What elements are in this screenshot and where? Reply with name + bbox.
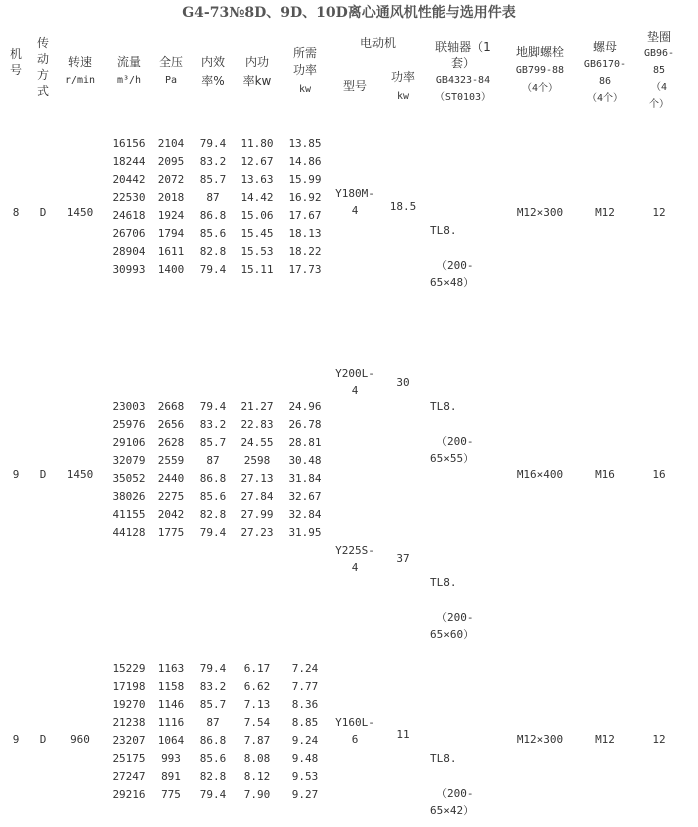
speed: 1450 bbox=[66, 206, 94, 219]
motor-power: 18.5 bbox=[389, 200, 417, 213]
header-coupling: 联轴器（1 bbox=[435, 40, 491, 54]
internal-power-cell: 8.12 bbox=[243, 770, 271, 783]
header-coupling-standard: GB4323-84 bbox=[435, 75, 491, 86]
internal-power-cell: 7.87 bbox=[243, 734, 271, 747]
internal-power-cell: 7.54 bbox=[243, 716, 271, 729]
header-anchor-bolt-qty: （4个） bbox=[521, 83, 559, 94]
header-required-power: 所需 bbox=[292, 46, 317, 60]
flow-cell: 19270 bbox=[112, 698, 146, 711]
header-motor-power: 功率 bbox=[390, 70, 415, 84]
header-nut: 螺母 bbox=[592, 40, 617, 54]
efficiency-cell: 79.4 bbox=[199, 662, 227, 675]
internal-power-cell: 15.45 bbox=[240, 227, 274, 240]
internal-power-cell: 7.90 bbox=[243, 788, 271, 801]
flow-cell: 26706 bbox=[112, 227, 146, 240]
header-required-power-unit: kw bbox=[298, 84, 312, 95]
header-nut-standard: 86 bbox=[598, 76, 612, 87]
pressure-cell: 2656 bbox=[157, 418, 185, 431]
internal-power-cell: 15.06 bbox=[240, 209, 274, 222]
internal-power-cell: 24.55 bbox=[240, 436, 274, 449]
motor-model: Y180M- bbox=[335, 187, 375, 200]
header-drive-mode: 式 bbox=[36, 84, 49, 98]
flow-cell: 16156 bbox=[112, 137, 146, 150]
drive-mode: D bbox=[39, 206, 47, 219]
required-power-cell: 13.85 bbox=[288, 137, 322, 150]
washer: 12 bbox=[652, 733, 666, 746]
internal-power-cell: 22.83 bbox=[240, 418, 274, 431]
internal-power-cell: 8.08 bbox=[243, 752, 271, 765]
header-internal-power: 内功 bbox=[244, 55, 269, 69]
efficiency-cell: 79.4 bbox=[199, 263, 227, 276]
coupling-type: TL8. bbox=[430, 752, 457, 765]
flow-cell: 44128 bbox=[112, 526, 146, 539]
header-washer-qty: （4 bbox=[650, 82, 668, 93]
pressure-cell: 2440 bbox=[157, 472, 185, 485]
header-washer-qty: 个） bbox=[649, 99, 669, 110]
header-nut-qty: （4个） bbox=[586, 93, 624, 104]
internal-power-cell: 7.13 bbox=[243, 698, 271, 711]
required-power-cell: 18.22 bbox=[288, 245, 322, 258]
required-power-cell: 7.77 bbox=[291, 680, 319, 693]
required-power-cell: 32.67 bbox=[288, 490, 322, 503]
flow-cell: 29216 bbox=[112, 788, 146, 801]
efficiency-cell: 86.8 bbox=[199, 472, 227, 485]
header-anchor-bolt: 地脚螺栓 bbox=[515, 45, 564, 59]
pressure-cell: 2275 bbox=[157, 490, 185, 503]
header-total-pressure: 全压 bbox=[158, 55, 183, 69]
pressure-cell: 1064 bbox=[157, 734, 185, 747]
coupling-size: （200- bbox=[436, 787, 474, 800]
flow-cell: 23207 bbox=[112, 734, 146, 747]
header-machine-no: 号 bbox=[9, 63, 22, 77]
pressure-cell: 891 bbox=[161, 770, 181, 783]
flow-cell: 22530 bbox=[112, 191, 146, 204]
anchor-bolt: M16×400 bbox=[516, 468, 564, 481]
speed: 960 bbox=[70, 733, 90, 746]
flow-cell: 27247 bbox=[112, 770, 146, 783]
flow-cell: 35052 bbox=[112, 472, 146, 485]
internal-power-cell: 27.23 bbox=[240, 526, 274, 539]
flow-cell: 29106 bbox=[112, 436, 146, 449]
pressure-cell: 1794 bbox=[157, 227, 185, 240]
efficiency-cell: 86.8 bbox=[199, 734, 227, 747]
efficiency-cell: 85.7 bbox=[199, 173, 227, 186]
required-power-cell: 9.24 bbox=[291, 734, 319, 747]
nut: M12 bbox=[595, 206, 615, 219]
pressure-cell: 1116 bbox=[157, 716, 185, 729]
coupling-type: TL8. bbox=[430, 576, 457, 589]
required-power-cell: 17.67 bbox=[288, 209, 322, 222]
pressure-cell: 993 bbox=[161, 752, 181, 765]
header-required-power: 功率 bbox=[292, 63, 317, 77]
coupling-size: 65×55） bbox=[430, 452, 475, 465]
pressure-cell: 1611 bbox=[157, 245, 185, 258]
internal-power-cell: 2598 bbox=[243, 454, 271, 467]
flow-cell: 30993 bbox=[112, 263, 146, 276]
header-drive-mode: 方 bbox=[36, 68, 49, 82]
required-power-cell: 32.84 bbox=[288, 508, 322, 521]
flow-cell: 25175 bbox=[112, 752, 146, 765]
required-power-cell: 30.48 bbox=[288, 454, 322, 467]
header-nut-standard: GB6170- bbox=[583, 59, 627, 70]
header-internal-efficiency: 内效 bbox=[200, 55, 225, 69]
coupling-size: （200- bbox=[436, 611, 474, 624]
header-flow-unit: m³/h bbox=[116, 75, 142, 86]
efficiency-cell: 85.6 bbox=[199, 752, 227, 765]
pressure-cell: 2668 bbox=[157, 400, 185, 413]
motor-model: 6 bbox=[351, 733, 359, 746]
anchor-bolt: M12×300 bbox=[516, 206, 564, 219]
coupling-size: 65×48） bbox=[430, 276, 475, 289]
coupling-size: （200- bbox=[436, 435, 474, 448]
header-washer-standard: 85 bbox=[652, 65, 666, 76]
internal-power-cell: 11.80 bbox=[240, 137, 274, 150]
pressure-cell: 1924 bbox=[157, 209, 185, 222]
flow-cell: 41155 bbox=[112, 508, 146, 521]
required-power-cell: 31.84 bbox=[288, 472, 322, 485]
internal-power-cell: 14.42 bbox=[240, 191, 274, 204]
motor-model: Y225S- bbox=[335, 544, 375, 557]
required-power-cell: 8.36 bbox=[291, 698, 319, 711]
header-flow: 流量 bbox=[116, 55, 141, 69]
pressure-cell: 1400 bbox=[157, 263, 185, 276]
header-motor-power-unit: kw bbox=[396, 91, 410, 102]
required-power-cell: 7.24 bbox=[291, 662, 319, 675]
required-power-cell: 26.78 bbox=[288, 418, 322, 431]
header-washer-standard: GB96- bbox=[643, 48, 675, 59]
anchor-bolt: M12×300 bbox=[516, 733, 564, 746]
internal-power-cell: 6.62 bbox=[243, 680, 271, 693]
nut: M16 bbox=[595, 468, 615, 481]
flow-cell: 20442 bbox=[112, 173, 146, 186]
flow-cell: 28904 bbox=[112, 245, 146, 258]
motor-model: Y200L- bbox=[335, 367, 375, 380]
coupling-size: 65×60） bbox=[430, 628, 475, 641]
efficiency-cell: 83.2 bbox=[199, 418, 227, 431]
machine-no: 9 bbox=[12, 468, 20, 481]
efficiency-cell: 82.8 bbox=[199, 508, 227, 521]
pressure-cell: 2018 bbox=[157, 191, 185, 204]
required-power-cell: 8.85 bbox=[291, 716, 319, 729]
efficiency-cell: 85.7 bbox=[199, 698, 227, 711]
coupling-size: （200- bbox=[436, 259, 474, 272]
motor-power: 37 bbox=[396, 552, 410, 565]
motor-power: 30 bbox=[396, 376, 410, 389]
pressure-cell: 1158 bbox=[157, 680, 185, 693]
header-drive-mode: 动 bbox=[36, 52, 49, 66]
internal-power-cell: 13.63 bbox=[240, 173, 274, 186]
pressure-cell: 2559 bbox=[157, 454, 185, 467]
efficiency-cell: 86.8 bbox=[199, 209, 227, 222]
motor-model: 4 bbox=[351, 204, 359, 217]
efficiency-cell: 85.6 bbox=[199, 490, 227, 503]
flow-cell: 23003 bbox=[112, 400, 146, 413]
efficiency-cell: 79.4 bbox=[199, 137, 227, 150]
speed: 1450 bbox=[66, 468, 94, 481]
pressure-cell: 2628 bbox=[157, 436, 185, 449]
required-power-cell: 24.96 bbox=[288, 400, 322, 413]
washer: 16 bbox=[652, 468, 666, 481]
header-anchor-bolt-standard: GB799-88 bbox=[515, 65, 565, 76]
efficiency-cell: 85.7 bbox=[199, 436, 227, 449]
efficiency-cell: 87 bbox=[206, 716, 220, 729]
flow-cell: 24618 bbox=[112, 209, 146, 222]
drive-mode: D bbox=[39, 468, 47, 481]
flow-cell: 17198 bbox=[112, 680, 146, 693]
internal-power-cell: 15.53 bbox=[240, 245, 274, 258]
pressure-cell: 2072 bbox=[157, 173, 185, 186]
pressure-cell: 1775 bbox=[157, 526, 185, 539]
internal-power-cell: 15.11 bbox=[240, 263, 274, 276]
internal-power-cell: 27.13 bbox=[240, 472, 274, 485]
efficiency-cell: 82.8 bbox=[199, 245, 227, 258]
required-power-cell: 9.48 bbox=[291, 752, 319, 765]
internal-power-cell: 27.99 bbox=[240, 508, 274, 521]
page-title: G4-73№8D、9D、10D离心通风机性能与选用件表 bbox=[182, 5, 516, 21]
required-power-cell: 28.81 bbox=[288, 436, 322, 449]
coupling-type: TL8. bbox=[430, 224, 457, 237]
drive-mode: D bbox=[39, 733, 47, 746]
machine-no: 9 bbox=[12, 733, 20, 746]
header-speed: 转速 bbox=[67, 55, 92, 69]
efficiency-cell: 82.8 bbox=[199, 770, 227, 783]
required-power-cell: 9.27 bbox=[291, 788, 319, 801]
required-power-cell: 14.86 bbox=[288, 155, 322, 168]
efficiency-cell: 83.2 bbox=[199, 155, 227, 168]
flow-cell: 25976 bbox=[112, 418, 146, 431]
required-power-cell: 18.13 bbox=[288, 227, 322, 240]
flow-cell: 32079 bbox=[112, 454, 146, 467]
pressure-cell: 1163 bbox=[157, 662, 185, 675]
washer: 12 bbox=[652, 206, 666, 219]
efficiency-cell: 85.6 bbox=[199, 227, 227, 240]
required-power-cell: 17.73 bbox=[288, 263, 322, 276]
required-power-cell: 15.99 bbox=[288, 173, 322, 186]
flow-cell: 21238 bbox=[112, 716, 146, 729]
pressure-cell: 1146 bbox=[157, 698, 185, 711]
header-drive-mode: 传 bbox=[36, 36, 49, 50]
internal-power-cell: 21.27 bbox=[240, 400, 274, 413]
header-internal-power-unit: 率kw bbox=[242, 74, 272, 88]
efficiency-cell: 83.2 bbox=[199, 680, 227, 693]
header-coupling-code: （ST0103） bbox=[434, 92, 492, 103]
required-power-cell: 9.53 bbox=[291, 770, 319, 783]
pressure-cell: 2042 bbox=[157, 508, 185, 521]
header-coupling: 套） bbox=[450, 56, 475, 70]
internal-power-cell: 12.67 bbox=[240, 155, 274, 168]
pressure-cell: 775 bbox=[161, 788, 181, 801]
motor-model: Y160L- bbox=[335, 716, 375, 729]
efficiency-cell: 79.4 bbox=[199, 400, 227, 413]
motor-power: 11 bbox=[396, 728, 410, 741]
header-motor-model: 型号 bbox=[342, 79, 367, 93]
header-washer: 垫圈 bbox=[646, 30, 671, 44]
header-machine-no: 机 bbox=[9, 47, 22, 61]
nut: M12 bbox=[595, 733, 615, 746]
header-total-pressure-unit: Pa bbox=[164, 75, 178, 86]
header-speed-unit: r/min bbox=[64, 75, 96, 86]
flow-cell: 18244 bbox=[112, 155, 146, 168]
pressure-cell: 2104 bbox=[157, 137, 185, 150]
required-power-cell: 16.92 bbox=[288, 191, 322, 204]
motor-model: 4 bbox=[351, 561, 359, 574]
header-motor: 电动机 bbox=[359, 36, 396, 50]
efficiency-cell: 79.4 bbox=[199, 526, 227, 539]
coupling-type: TL8. bbox=[430, 400, 457, 413]
internal-power-cell: 6.17 bbox=[243, 662, 271, 675]
internal-power-cell: 27.84 bbox=[240, 490, 274, 503]
coupling-size: 65×42） bbox=[430, 804, 475, 817]
flow-cell: 38026 bbox=[112, 490, 146, 503]
efficiency-cell: 87 bbox=[206, 454, 220, 467]
machine-no: 8 bbox=[12, 206, 20, 219]
pressure-cell: 2095 bbox=[157, 155, 185, 168]
efficiency-cell: 87 bbox=[206, 191, 220, 204]
efficiency-cell: 79.4 bbox=[199, 788, 227, 801]
required-power-cell: 31.95 bbox=[288, 526, 322, 539]
motor-model: 4 bbox=[351, 384, 359, 397]
flow-cell: 15229 bbox=[112, 662, 146, 675]
header-internal-efficiency-unit: 率% bbox=[201, 74, 225, 88]
